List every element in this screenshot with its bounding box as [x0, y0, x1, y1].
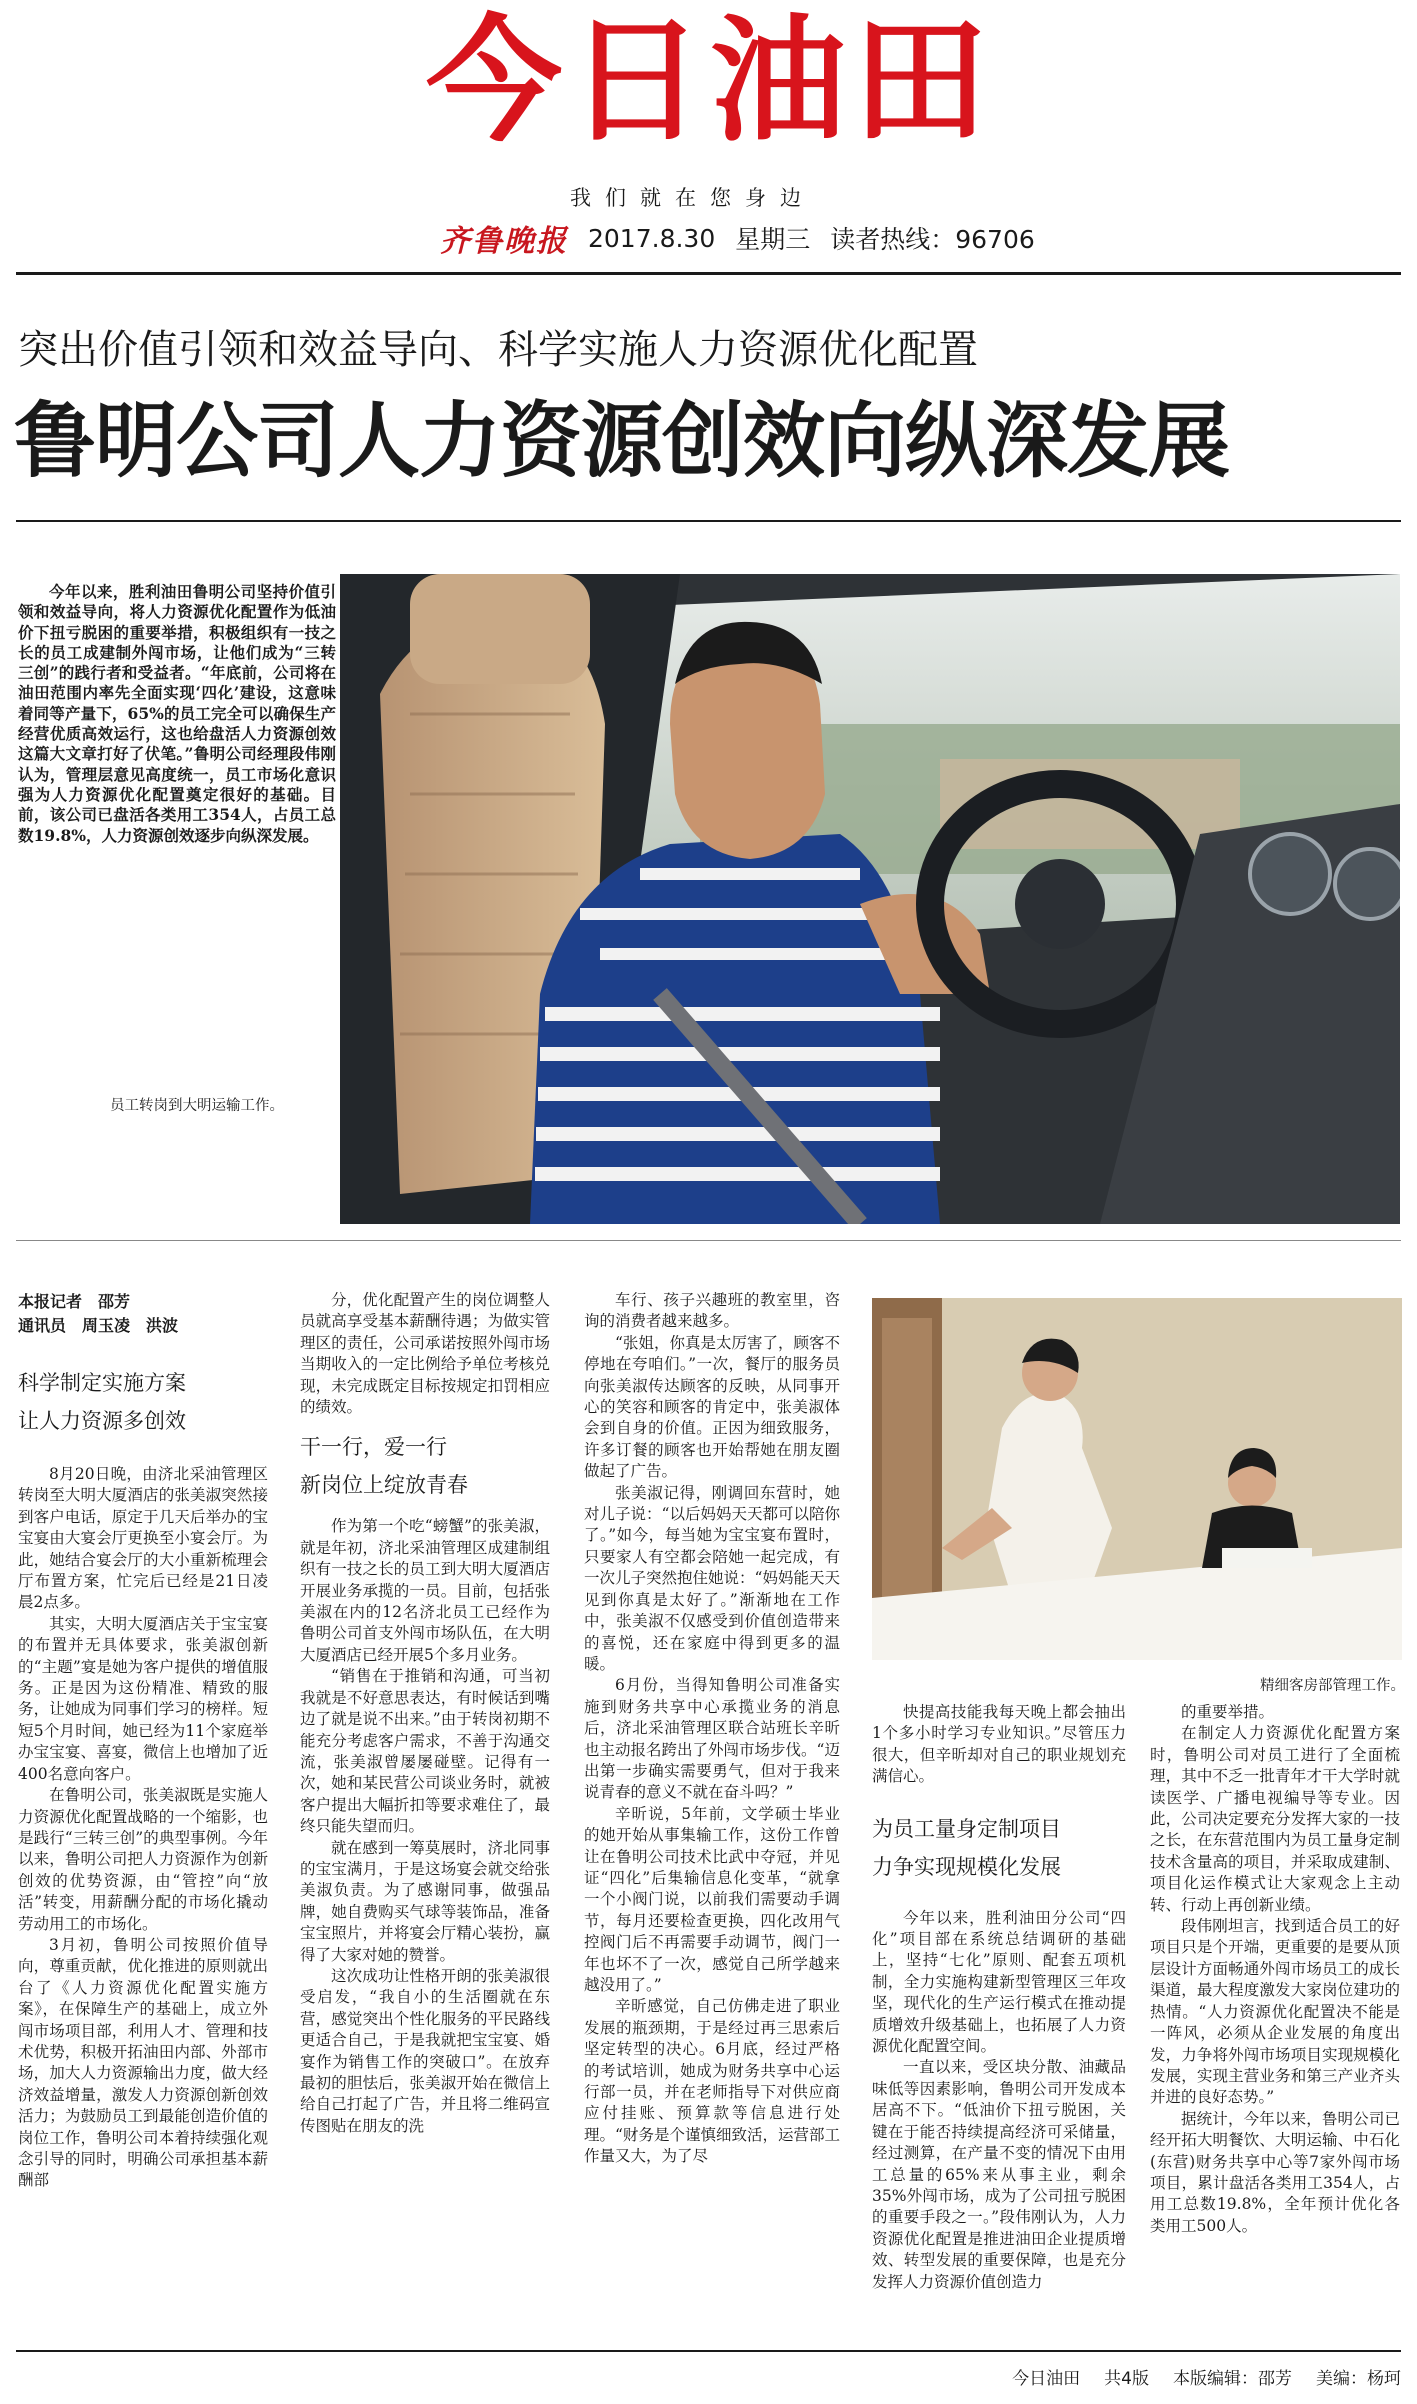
col3-paragraph: “张姐，你真是太厉害了，顾客不停地在夸咱们。”一次，餐厅的服务员向张美淑传达顾客的反映，从同事开心的笑容和顾客的肯定中，张美淑体会到自身的价值。正因为细致服务，许多订餐的顾客也开始帮她在朋友圈做起了广告。 — [584, 1333, 840, 1481]
col3-paragraph: 张美淑记得，刚调回东营时，她对儿子说：“以后妈妈天天都可以陪你了。”如今，每当她为宝宝宴布置时，只要家人有空都会陪她一起完成，有一次儿子突然抱住她说：“妈妈能天天见到你真是太好了。”渐渐地在工作中，张美淑不仅感受到价值创造带来的喜悦，还在家庭中得到更多的温暖。 — [584, 1483, 840, 1673]
col5-paragraph: 段伟刚坦言，找到适合员工的好项目只是个开端，更重要的是要从顶层设计方面畅通外闯市场员工的成长渠道，最大程度激发大家岗位建功的热情。“人力资源优化配置决不能是一阵风，必须从企业发展的角度出发，力争将外闯市场项目实现规模化发展，实现主营业务和第三产业齐头并进的良好态势。” — [1150, 1917, 1400, 2107]
col3-paragraph: 车行、孩子兴趣班的教室里，咨询的消费者越来越多。 — [584, 1291, 840, 1331]
article-lead: 今年以来，胜利油田鲁明公司坚持价值引领和效益导向，将人力资源优化配置作为低油价下扭亏脱困的重要举措，积极组织有一技之长的员工成建制外闯市场，让他们成为“三转三创”的践行者和受益者。“年底前，公司将在油田范围内率先全面实现‘四化’建设，这意味着同等产量下，65%的员工完全可以确保生产经营优质高效运行，这也给盘活人力资源创效这篇大文章打好了伏笔。”鲁明公司经理段伟刚认为，管理层意见高度统一，员工市场化意识强为人力资源优化配置奠定很好的基础。目前，该公司已盘活各类用工354人，占员工总数19.8%，人力资源创效逐步向纵深发展。 — [18, 582, 336, 845]
col3-paragraph: 辛昕说，5年前，文学硕士毕业的她开始从事集输工作，这份工作曾让在鲁明公司技术比武中夺冠，并见证“四化”后集输信息化变革，“就拿一个小阀门说，以前我们需要动手调节，每月还要检查更换，四化改用气控阀门后不再需要手动调节，阀门一年也坏不了一次，感觉自己所学越来越没用了。” — [584, 1804, 840, 1994]
col2-paragraph: 就在感到一筹莫展时，济北同事的宝宝满月，于是这场宴会就交给张美淑负责。为了感谢同事，做强品牌，她自费购买气球等装饰品，准备宝宝照片，并将宴会厅精心装扮，赢得了大家对她的赞誉。 — [300, 1838, 550, 1964]
col1-paragraph: 其实，大明大厦酒店关于宝宝宴的布置并无具体要求，张美淑创新的“主题”宴是她为客户提供的增值服务。正是因为这份精准、精致的服务，让她成为同事们学习的榜样。短短5个月时间，她已经为11个家庭举办宝宝宴、喜宴，微信上也增加了近400名意向客户。 — [18, 1614, 268, 1783]
footer-designer: 美编：杨珂 — [1316, 2368, 1401, 2389]
article-headline: 鲁明公司人力资源创效向纵深发展 — [14, 394, 1230, 489]
col1-paragraph: 3月初，鲁明公司按照价值导向，尊重贡献，优化推进的原则就出台了《人力资源优化配置实施方案》，在保障生产的基础上，成立外闯市场项目部，利用人才、管理和技术优势，积极开拓油田内部、外部市场，加大人力资源输出力度，做大经济效益增量，激发人力资源创新创效活力；为鼓励员工到最能创造价值的岗位工作，鲁明公司本着持续强化观念引导的同时，明确公司承担基本薪酬部 — [18, 1935, 268, 2190]
driver-photo — [340, 574, 1400, 1224]
column-4 — [872, 1702, 1126, 2293]
housekeeping-photo-caption: 精细客房部管理工作。 — [1260, 1678, 1405, 1694]
masthead-slogan: 我们就在您身边 — [570, 186, 815, 210]
issue-date: 2017.8.30 — [588, 223, 716, 253]
col2-paragraph: 分，优化配置产生的岗位调整人员就高享受基本薪酬待遇；为做实管理区的责任，公司承诺按照外闯市场当期收入的一定比例给予单位考核兑现，未完成既定目标按规定扣罚相应的绩效。 — [300, 1291, 550, 1417]
col5-paragraph: 的重要举措。 — [1181, 1703, 1275, 1721]
col5-paragraph: 据统计，今年以来，鲁明公司已经开拓大明餐饮、大明运输、中石化(东营)财务共享中心等7家外闯市场项目，累计盘活各类用工354人，占用工总数19.8%，全年预计优化各类用工500人。 — [1150, 2109, 1400, 2235]
reader-hotline: 读者热线：96706 — [830, 225, 1035, 254]
body-rule — [16, 1240, 1401, 1241]
column-2 — [300, 1290, 550, 2137]
col4-paragraph: 快提高技能我每天晚上都会抽出1个多小时学习专业知识。”尽管压力很大，但辛昕却对自己的职业规划充满信心。 — [872, 1703, 1126, 1786]
driver-illustration — [340, 574, 1400, 1224]
column-1 — [18, 1290, 268, 2192]
column-5 — [1150, 1702, 1400, 2237]
section3-heading-line2: 力争实现规模化发展 — [872, 1854, 1061, 1879]
col3-paragraph: 6月份，当得知鲁明公司准备实施到财务共享中心承揽业务的消息后，济北采油管理区联合站班长辛昕也主动报名跨出了外闯市场步伐。“迈出第一步确实需要勇气，但对于我来说青春的意义不就在奋斗吗？” — [584, 1676, 840, 1802]
col5-paragraph: 在制定人力资源优化配置方案时，鲁明公司对员工进行了全面梳理，其中不乏一批青年才干大学时就读医学、广播电视编导等专业。因此，公司决定要充分发挥大家的一技之长，在东营范围内为员工量身定制技术含量高的项目，并采取成建制、项目化运作模式让大家观念上主动转、行动上再创新业绩。 — [1150, 1724, 1400, 1914]
masthead-rule — [16, 272, 1401, 275]
col2-paragraph: “销售在于推销和沟通，可当初我就是不好意思表达，有时候话到嘴边了就是说不出来。”由于转岗初期不能充分考虑客户需求，不善于沟通交流，张美淑曾屡屡碰壁。记得有一次，她和某民营公司谈业务时，就被客户提出大幅折扣等要求难住了，最终只能失望而归。 — [300, 1667, 550, 1836]
masthead-dateline — [440, 218, 1035, 258]
column-3 — [584, 1290, 840, 2168]
issue-weekday: 星期三 — [735, 225, 811, 254]
section2-heading-line2: 新岗位上绽放青春 — [300, 1473, 468, 1498]
section3-heading-line1: 为员工量身定制项目 — [872, 1816, 1061, 1841]
housekeeping-photo — [872, 1298, 1402, 1660]
col2-paragraph: 这次成功让性格开朗的张美淑很受启发，“我自小的生活圈就在东营，感觉突出个性化服务的平民路线更适合自己，于是我就把宝宝宴、婚宴作为销售工作的突破口”。在放弃最初的胆怯后，张美淑开始在微信上给自己打起了广告，并且将二维码宣传图贴在朋友的洗 — [300, 1966, 550, 2135]
col2-paragraph: 作为第一个吃“螃蟹”的张美淑，就是年初，济北采油管理区成建制组织有一技之长的员工到大明大厦酒店开展业务承揽的一员。目前，包括张美淑在内的12名济北员工已经作为鲁明公司首支外闯市场队伍，在大明大厦酒店已经开展5个多月业务。 — [300, 1517, 550, 1664]
byline-correspondent: 通讯员 周玉凌 洪波 — [18, 1316, 179, 1335]
section2-heading-line1: 干一行，爱一行 — [300, 1435, 447, 1460]
footer-pages: 共4版 — [1104, 2368, 1149, 2389]
section1-heading-line2: 让人力资源多创效 — [18, 1409, 186, 1433]
footer-editor: 本版编辑：邵芳 — [1173, 2368, 1292, 2389]
col4-paragraph: 一直以来，受区块分散、油藏品味低等因素影响，鲁明公司开发成本居高不下。“低油价下扭亏脱困，关键在于能否持续提高经济可采储量，经过测算，在产量不变的情况下由用工总量的65%来从事主业，剩余35%外闯市场，成为了公司扭亏脱困的重要手段之一。”段伟刚认为，人力资源优化配置是推进油田企业提质增效、转型发展的重要保障，也是充分发挥人力资源价值创造力 — [872, 2058, 1126, 2291]
footer-section: 今日油田 — [1012, 2368, 1081, 2389]
article-subhead: 突出价值引领和效益导向、科学实施人力资源优化配置 — [18, 327, 978, 373]
masthead-title: 今日油田 — [426, 3, 994, 161]
section1-heading-line1: 科学制定实施方案 — [18, 1371, 186, 1395]
newspaper-logo: 齐鲁晚报 — [440, 224, 568, 259]
col1-paragraph: 8月20日晚，由济北采油管理区转岗至大明大厦酒店的张美淑突然接到客户电话，原定于几天后举办的宝宝宴由大宴会厅更换至小宴会厅。为此，她结合宴会厅的大小重新梳理会厅布置方案，忙完后已经是21日凌晨2点多。 — [18, 1465, 268, 1612]
footer-rule — [16, 2350, 1401, 2352]
driver-photo-caption: 员工转岗到大明运输工作。 — [110, 1098, 284, 1114]
col4-paragraph: 今年以来，胜利油田分公司“四化”项目部在系统总结调研的基础上，坚持“七化”原则、配套五项机制，全力实施构建新型管理区三年攻坚，现代化的生产运行模式在推动提质增效升级基础上，也拓展了人力资源优化配置空间。 — [872, 1908, 1126, 2056]
housekeeping-illustration — [872, 1298, 1402, 1660]
col3-paragraph: 辛昕感觉，自己仿佛走进了职业发展的瓶颈期，于是经过再三思索后坚定转型的决心。6月底，经过严格的考试培训，她成为财务共享中心运行部一员，并在老师指导下对供应商应付挂账、预算款等信息进行处理。“财务是个谨慎细致活，运营部工作量又大，为了尽 — [584, 1997, 840, 2166]
col1-paragraph: 在鲁明公司，张美淑既是实施人力资源优化配置战略的一个缩影，也是践行“三转三创”的典型事例。今年以来，鲁明公司把人力资源作为创新创效的优势资源，由“管控”向“放活”转变，用薪酬分配的市场化撬动劳动用工的市场化。 — [18, 1786, 268, 1933]
headline-rule — [16, 520, 1401, 522]
page-footer — [16, 2356, 1401, 2396]
byline-reporter: 本报记者 邵芳 — [18, 1292, 131, 1311]
